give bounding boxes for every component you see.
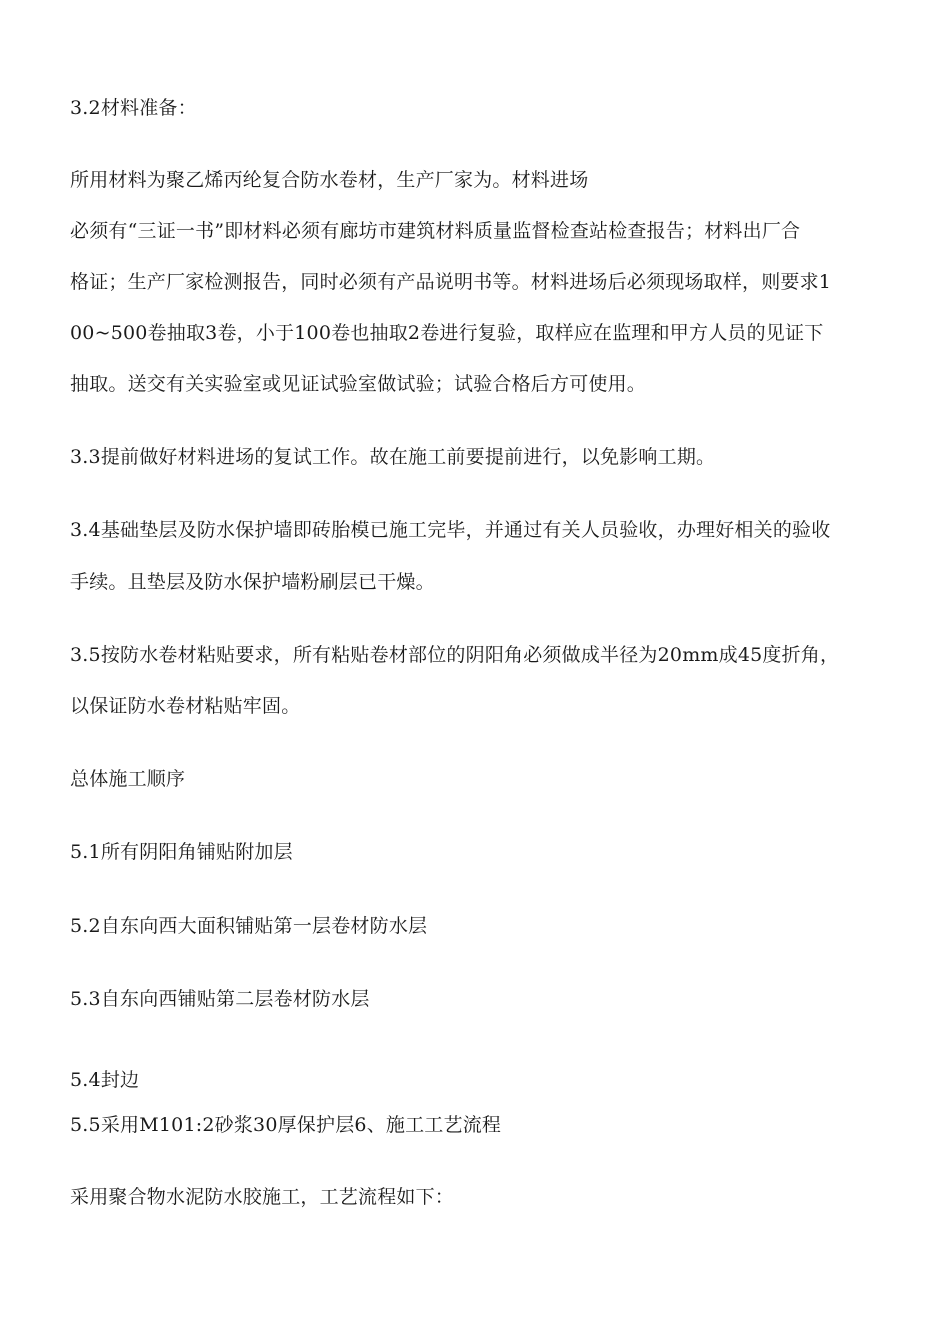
materials-paragraph-line-2: 必须有“三证一书”即材料必须有廊坊市建筑材料质量监督检查站检查报告；材料出厂合 [70,220,801,242]
step-5-1: 5.1所有阴阳角铺贴附加层 [70,841,293,863]
step-5-4: 5.4封边 [70,1069,140,1091]
construction-sequence-heading: 总体施工顺序 [70,768,186,790]
section-3-5-paragraph-line-1: 3.5按防水卷材粘贴要求，所有粘贴卷材部位的阴阳角必须做成半径为20mm成45度折角， [70,644,840,666]
materials-paragraph-line-5: 抽取。送交有关实验室或见证试验室做试验；试验合格后方可使用。 [70,373,647,395]
step-5-2: 5.2自东向西大面积铺贴第一层卷材防水层 [70,915,428,937]
section-3-3-paragraph: 3.3提前做好材料进场的复试工作。故在施工前要提前进行，以免影响工期。 [70,446,716,468]
step-5-3: 5.3自东向西铺贴第二层卷材防水层 [70,988,370,1010]
step-5-5: 5.5采用M101:2砂浆30厚保护层6、施工工艺流程 [70,1114,502,1136]
section-3-2-heading: 3.2材料准备： [70,97,197,119]
section-3-5-paragraph-line-2: 以保证防水卷材粘贴牢固。 [70,695,301,717]
materials-paragraph-line-3: 格证；生产厂家检测报告，同时必须有产品说明书等。材料进场后必须现场取样，则要求1 [70,271,832,293]
process-flow-intro: 采用聚合物水泥防水胶施工，工艺流程如下： [70,1186,455,1208]
materials-paragraph-line-4: 00~500卷抽取3卷，小于100卷也抽取2卷进行复验，取样应在监理和甲方人员的见证下 [70,322,824,344]
section-3-4-paragraph-line-2: 手续。且垫层及防水保护墙粉刷层已干燥。 [70,571,435,593]
section-3-4-paragraph-line-1: 3.4基础垫层及防水保护墙即砖胎模已施工完毕，并通过有关人员验收，办理好相关的验收 [70,519,831,541]
materials-paragraph-line-1: 所用材料为聚乙烯丙纶复合防水卷材，生产厂家为。材料进场 [70,169,589,191]
